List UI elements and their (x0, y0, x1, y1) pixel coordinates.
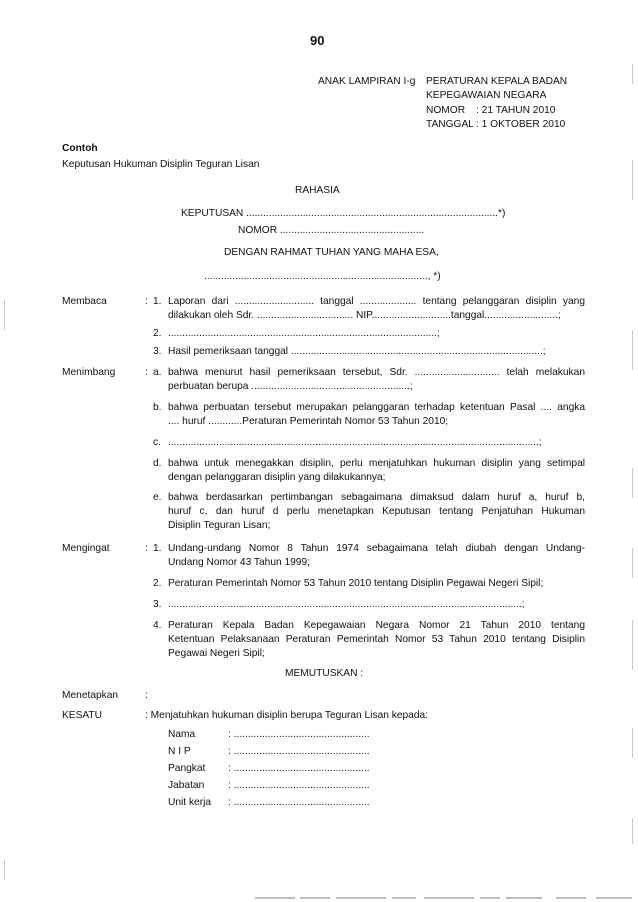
classification-label: RAHASIA (295, 185, 340, 196)
contoh-label: Contoh (62, 143, 98, 154)
document-subtitle: Keputusan Hukuman Disiplin Teguran Lisan (62, 159, 260, 170)
membaca-2-num: 2. (153, 328, 162, 339)
field-value-nip: : ................................................ (228, 746, 370, 757)
menimbang-d-num: d. (153, 458, 162, 469)
regulation-line-1: PERATURAN KEPALA BADAN (426, 76, 568, 87)
menimbang-c-line-1: ...................................................................................................................................; (168, 437, 542, 448)
membaca-3-num: 3. (153, 346, 162, 357)
menimbang-c-num: c. (153, 437, 161, 448)
scan-bottom-dash (300, 897, 330, 899)
mengingat-1-num: 1. (153, 543, 162, 554)
scan-bottom-dash (336, 897, 386, 899)
menimbang-a-line-1: bahwa menurut hasil pemeriksaan tersebut, Sdr. .............................. telah melakukan (168, 367, 585, 378)
menimbang-e-line-2: huruf c, dan huruf d perlu menetapkan Keputusan tentang Penjatuhan Hukuman (168, 506, 585, 517)
mengingat-4-line-3: Pegawai Negeri Sipil; (168, 648, 265, 659)
scan-edge-mark (4, 300, 5, 330)
mengingat-label: Mengingat (62, 543, 110, 554)
annex-label: ANAK LAMPIRAN I-g (318, 76, 416, 87)
memutuskan-heading: MEMUTUSKAN : (285, 668, 364, 679)
field-value-jabatan: : ................................................ (228, 780, 370, 791)
mengingat-4-num: 4. (153, 620, 162, 631)
field-value-nama: : ................................................ (228, 729, 370, 740)
page-number: 90 (310, 33, 325, 48)
membaca-2-line-1: ...............................................................................................; (168, 328, 440, 339)
menimbang-e-line-3: Disiplin Teguran Lisan; (168, 520, 271, 531)
scan-edge-mark (632, 468, 633, 498)
scan-edge-mark (4, 860, 5, 880)
field-label-nip: N I P (168, 746, 191, 757)
field-label-pangkat: Pangkat (168, 763, 206, 774)
menimbang-d-line-1: bahwa untuk menegakkan disiplin, perlu menjatuhkan hukuman disiplin yang setimpal (168, 458, 585, 469)
mengingat-2-line-1: Peraturan Pemerintah Nomor 53 Tahun 2010 tentang Disiplin Pegawai Negeri Sipil; (168, 578, 544, 589)
keputusan-line: KEPUTUSAN .........................................................................................*) (181, 208, 506, 219)
scan-edge-mark (632, 64, 633, 84)
regulation-line-2: KEPEGAWAIAN NEGARA (426, 90, 547, 101)
tanggal-label: TANGGAL (426, 119, 474, 130)
menimbang-colon: : (145, 367, 148, 378)
menimbang-e-num: e. (153, 492, 162, 503)
scan-bottom-dash (556, 897, 586, 899)
menetapkan-colon: : (145, 690, 148, 701)
membaca-colon: : (145, 296, 148, 307)
menimbang-b-line-2: .... huruf ............Peraturan Pemerintah Nomor 53 Tahun 2010; (168, 416, 449, 427)
mengingat-3-num: 3. (153, 599, 162, 610)
field-value-unit-kerja: : ................................................ (228, 797, 370, 808)
tanggal-value: : 1 OKTOBER 2010 (476, 119, 566, 130)
menimbang-label: Menimbang (62, 367, 116, 378)
membaca-1-line-2: dilakukan oleh Sdr. .................................. NIP............................tanggal..........................; (168, 310, 561, 321)
field-label-jabatan: Jabatan (168, 780, 205, 791)
rahmat-line: DENGAN RAHMAT TUHAN YANG MAHA ESA, (224, 247, 439, 258)
menimbang-d-line-2: dengan pelanggaran disiplin yang dilakukannya; (168, 472, 386, 483)
field-label-nama: Nama (168, 729, 196, 740)
official-line: ..............................................................................., *) (204, 271, 441, 282)
membaca-label: Membaca (62, 296, 107, 307)
scan-bottom-dash (255, 897, 295, 899)
kesatu-text: : Menjatuhkan hukuman disiplin berupa Teguran Lisan kepada: (145, 710, 428, 721)
scan-bottom-dash (480, 897, 500, 899)
mengingat-4-line-2: Ketentuan Pelaksanaan Peraturan Pemerintah Nomor 53 Tahun 2010 tentang Disiplin (168, 634, 585, 645)
scan-bottom-dash (596, 897, 632, 899)
menimbang-b-num: b. (153, 402, 162, 413)
kesatu-label: KESATU (62, 710, 103, 721)
membaca-1-line-1: Laporan dari ............................ tanggal .................... tentang pelanggaran disiplin yang (168, 296, 585, 307)
scan-bottom-dash (424, 897, 474, 899)
menimbang-a-num: a. (153, 367, 162, 378)
mengingat-3-line-1: .............................................................................................................................; (168, 599, 525, 610)
scan-edge-mark (632, 818, 633, 844)
scan-edge-mark (632, 548, 633, 578)
nomor-value: : 21 TAHUN 2010 (476, 105, 556, 116)
membaca-3-line-1: Hasil pemeriksaan tanggal .........................................................................................; (168, 346, 546, 357)
menimbang-e-line-1: bahwa berdasarkan pertimbangan sebagaimana dimaksud dalam huruf a, huruf b, (168, 492, 585, 503)
scan-bottom-dash (392, 897, 416, 899)
menimbang-a-line-2: perbuatan berupa ........................................................; (168, 381, 413, 392)
scan-edge-mark (632, 160, 633, 200)
mengingat-1-line-1: Undang-undang Nomor 8 Tahun 1974 sebagaimana telah diubah dengan Undang- (168, 543, 585, 554)
membaca-1-num: 1. (153, 296, 162, 307)
menetapkan-label: Menetapkan (62, 690, 119, 701)
mengingat-2-num: 2. (153, 578, 162, 589)
scan-edge-mark (632, 728, 633, 758)
menimbang-b-line-1: bahwa perbuatan tersebut merupakan pelanggaran terhadap ketentuan Pasal .... angka (168, 402, 585, 413)
mengingat-colon: : (145, 543, 148, 554)
scan-edge-mark (632, 620, 633, 670)
mengingat-1-line-2: Undang Nomor 43 Tahun 1999; (168, 557, 310, 568)
mengingat-4-line-1: Peraturan Kepala Badan Kepegawaian Negara Nomor 21 Tahun 2010 tentang (168, 620, 585, 631)
scan-bottom-dash (506, 897, 542, 899)
field-value-pangkat: : ................................................ (228, 763, 370, 774)
nomor-line: NOMOR ................................................... (238, 225, 425, 236)
scan-edge-mark (632, 330, 633, 370)
nomor-label: NOMOR (426, 105, 466, 116)
field-label-unit-kerja: Unit kerja (168, 797, 212, 808)
